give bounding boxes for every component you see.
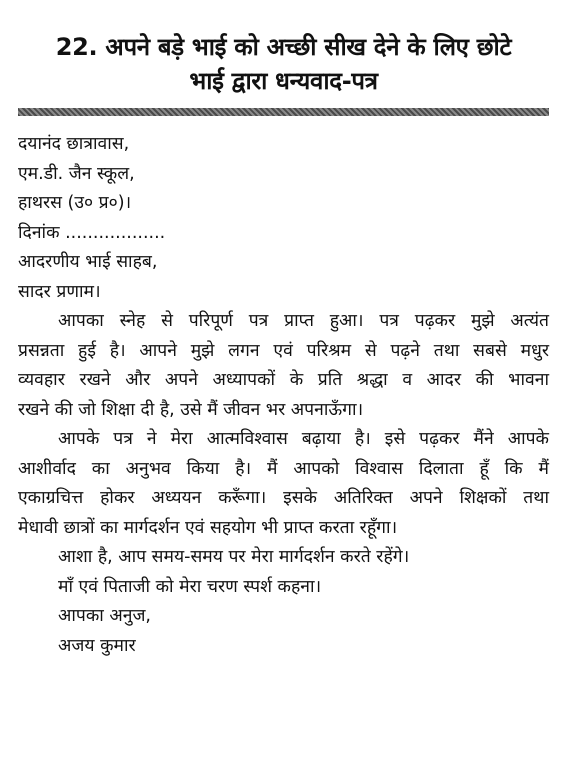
- sender-address-line-3: हाथरस (उ० प्र०)।: [18, 193, 132, 213]
- letter-heading: [18, 30, 549, 98]
- heading-line-2: भाई द्वारा धन्यवाद-पत्र: [189, 67, 378, 95]
- sender-address-line-1: दयानंद छात्रावास,: [18, 134, 130, 154]
- paragraph-2: [18, 425, 549, 543]
- heading-line-1: [18, 30, 549, 64]
- paragraph-1-line-3: व्यवहार रखने और अपने अध्यापकों के प्रति श्रद्धा व आदर की भावना: [18, 370, 549, 390]
- letter-body: [18, 130, 549, 661]
- heading-divider: [18, 108, 549, 116]
- paragraph-1-line-1: आपका स्नेह से परिपूर्ण पत्र प्राप्त हुआ। पत्र पढ़कर मुझे अत्यंत: [58, 311, 549, 331]
- paragraph-1-line-2: प्रसन्नता हुई है। आपने मुझे लगन एवं परिश्रम से पढ़ने तथा सबसे मधुर: [18, 340, 549, 361]
- heading-title-part-1: अपने बड़े भाई को अच्छी सीख देने के लिए छोटे: [105, 33, 512, 61]
- signature-name: अजय कुमार: [58, 635, 136, 656]
- closing-hope: आशा है, आप समय-समय पर मेरा मार्गदर्शन करते रहेंगे।: [58, 547, 410, 567]
- closing-regards: माँ एवं पिताजी को मेरा चरण स्पर्श कहना।: [58, 576, 322, 597]
- sender-address-line-2: एम.डी. जैन स्कूल,: [18, 163, 135, 184]
- paragraph-1-line-4: रखने की जो शिक्षा दी है, उसे मैं जीवन भर अपनाऊँगा।: [18, 399, 364, 420]
- paragraph-2-line-4: मेधावी छात्रों का मार्गदर्शन एवं सहयोग भी प्राप्त करता रहूँगा।: [18, 517, 398, 538]
- salutation-greeting: आदरणीय भाई साहब,: [18, 252, 158, 272]
- heading-number: 22.: [55, 33, 98, 61]
- paragraph-2-line-1: आपके पत्र ने मेरा आत्मविश्वास बढ़ाया है। इसे पढ़कर मैंने आपके: [58, 429, 549, 449]
- salutation-respect: सादर प्रणाम।: [18, 281, 101, 302]
- paragraph-2-line-3: एकाग्रचित्त होकर अध्ययन करूँगा। इसके अतिरिक्त अपने शिक्षकों तथा: [18, 488, 549, 508]
- paragraph-1: [18, 307, 549, 425]
- letter-date: दिनांक ..................: [18, 222, 166, 243]
- closing-yours: आपका अनुज,: [58, 606, 151, 626]
- paragraph-2-line-2: आशीर्वाद का अनुभव किया है। मैं आपको विश्वास दिलाता हूँ कि मैं: [18, 458, 549, 479]
